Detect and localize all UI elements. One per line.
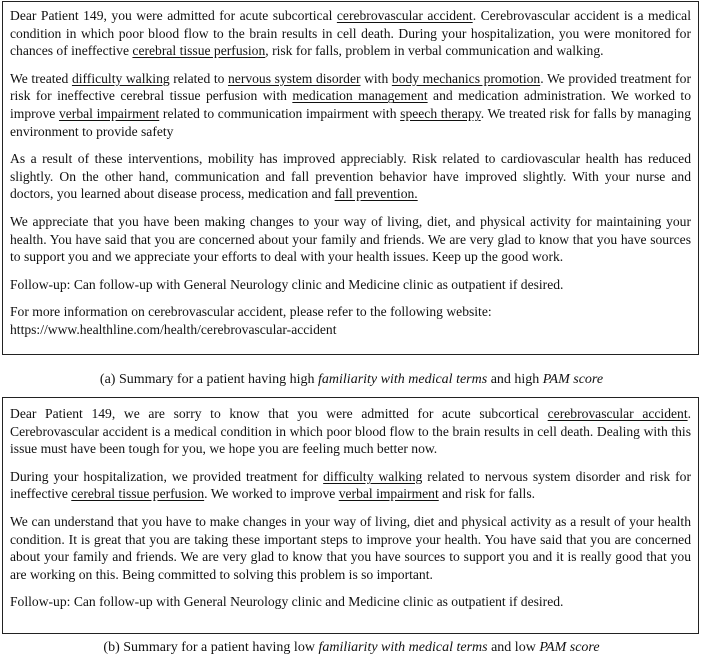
summary-a-info-text: For more information on cerebrovascular accident, please refer to the following website: [10, 304, 492, 320]
summary-a-box [2, 1, 699, 355]
summary-b-greeting-paragraph [10, 405, 691, 458]
caption-a-prefix: (a) Summary for a patient having high [99, 372, 319, 387]
underlined-term: cerebrovascular accident [547, 406, 688, 421]
underlined-term: cerebral tissue perfusion [132, 43, 266, 59]
summary-a-info-paragraph [10, 303, 691, 338]
underlined-term: verbal impairment [58, 105, 160, 121]
summary-a-greeting-paragraph [10, 7, 691, 60]
underlined-term: difficulty walking [71, 70, 170, 86]
underlined-term: difficulty walking [323, 468, 423, 484]
underlined-term: cerebral tissue perfusion [71, 486, 205, 502]
text-run: Dear Patient 149, you were admitted for acute subcortical [10, 8, 337, 23]
text-run: As a result of these interventions, mobility has improved appreciably. Risk related to cardiovascular health has reduced slightly. On the other hand, communication and fall prevention behavior have improved slightly. With your nurse and doctors, you learned about disease process, medication and [10, 151, 691, 202]
caption-a-term1: familiarity with medical terms [318, 372, 488, 387]
text-run: We can understand that you have to make changes in your way of living, diet and physical activity as a result of your health condition. It is great that you are taking these important steps to improve your health. You have said that you are concerned about your family and friends. We are very glad to know that you have sources to support you and it is really good that you are working on this. Being committed to solving this problem is so important. [10, 513, 691, 582]
caption-a-term2: PAM score [542, 372, 604, 387]
underlined-term: speech therapy [400, 105, 481, 121]
summary-a-treatment-paragraph [10, 70, 691, 140]
text-run: . Cerebrovascular accident is a medical condition in which poor blood flow to the brain results in cell death. Dealing with this issue must have been tough for you, we hope you are feeling much better now. [10, 406, 692, 457]
text-run: Follow-up: Can follow-up with General Neurology clinic and Medicine clinic as outpatient if desired. [10, 276, 564, 292]
text-run: related to communication impairment with [159, 105, 401, 121]
caption-b [0, 639, 703, 657]
text-run: . We treated risk for falls by managing environment to provide safety [10, 105, 692, 139]
text-run: Follow-up: Can follow-up with General Neurology clinic and Medicine clinic as outpatient if desired. [10, 594, 564, 610]
summary-a-encouragement-paragraph [10, 213, 691, 266]
summary-b-treatment-paragraph [10, 468, 691, 503]
summary-b-box [2, 397, 699, 634]
text-run: . We provided treatment for risk for ineffective cerebral tissue perfusion with [10, 70, 691, 104]
text-run: with [360, 70, 392, 86]
caption-b-mid: and low [487, 640, 540, 655]
summary-a-followup-paragraph [10, 276, 691, 294]
summary-b-followup-paragraph [10, 593, 691, 611]
underlined-term: nervous system disorder [227, 70, 361, 86]
caption-b-term2: PAM score [539, 640, 600, 655]
text-run: and medication administration. We worked to improve [10, 88, 691, 121]
text-run: Dear Patient 149, we are sorry to know that you were admitted for acute subcortical [10, 406, 548, 421]
underlined-term: cerebrovascular accident [336, 8, 473, 23]
summary-a-info-link[interactable]: https://www.healthline.com/health/cerebrovascular-accident [10, 321, 337, 337]
text-run: . We worked to improve [204, 486, 339, 502]
underlined-term: verbal impairment [338, 486, 439, 502]
text-run: We treated [10, 70, 72, 86]
text-run: . Cerebrovascular accident is a medical condition in which poor blood flow to the brain results in cell death. During your hospitalization, you were monitored for chances of ineffective [10, 8, 691, 59]
summary-a-outcome-paragraph [10, 150, 691, 203]
text-run: related to [169, 70, 228, 86]
underlined-term: medication management [292, 88, 428, 104]
text-run: During your hospitalization, we provided treatment for [10, 468, 324, 484]
caption-a [0, 371, 703, 389]
caption-a-mid: and high [487, 372, 543, 387]
underlined-term: body mechanics promotion [391, 70, 541, 86]
caption-b-prefix: (b) Summary for a patient having low [103, 640, 319, 655]
underlined-term: fall prevention. [334, 186, 418, 202]
summary-b-encouragement-paragraph [10, 513, 691, 583]
text-run: We appreciate that you have been making changes to your way of living, diet, and physical activity for maintaining your health. You have said that you are concerned about your family and friends. We are very glad to know that you have sources to support you and we appreciate your efforts to deal with your health issues. Keep up the good work. [10, 213, 691, 265]
text-run: and risk for falls. [438, 486, 536, 502]
caption-b-term1: familiarity with medical terms [318, 640, 488, 655]
text-run: related to nervous system disorder and risk for ineffective [10, 468, 691, 502]
text-run: , risk for falls, problem in verbal communication and walking. [265, 43, 604, 59]
